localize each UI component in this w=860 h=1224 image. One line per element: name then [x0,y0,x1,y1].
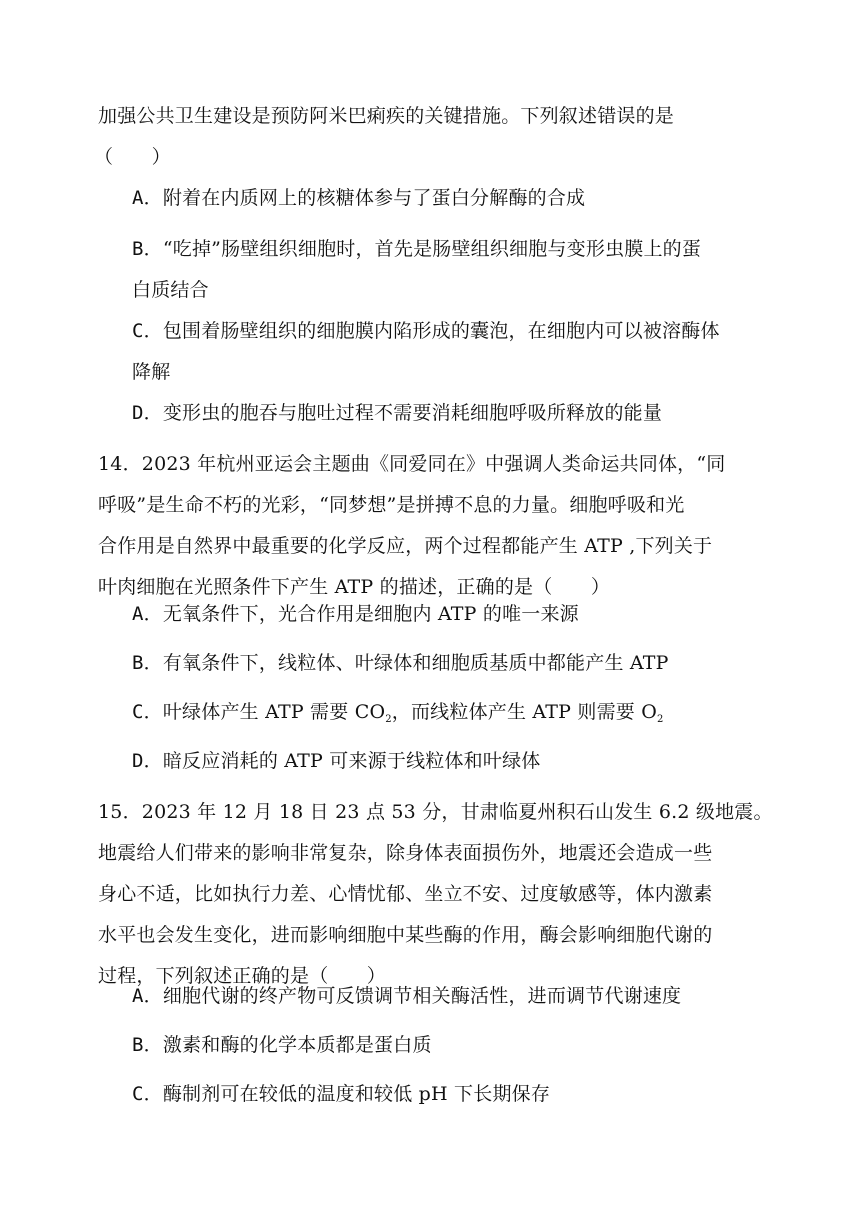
q14-option-b-text: 有氧条件下，线粒体、叶绿体和细胞质基质中都能产生 ATP [162,652,669,674]
q13-option-b-key: B． [132,238,163,260]
q14-option-c-key: C． [132,701,163,723]
q15-option-a [132,976,772,1017]
q13-option-b [132,229,772,311]
q14-option-c-text-part2: ，而线粒体产生 ATP 则需要 O [391,701,658,723]
q15-stem-line1: 15．2023 年 12 月 18 日 23 点 53 分，甘肃临夏州积石山发生 6.2 级地震。 [98,801,773,823]
q14-option-a-text: 无氧条件下，光合作用是细胞内 ATP 的唯一来源 [162,603,579,625]
q13-option-c-text-line1: 包围着肠壁组织的细胞膜内陷形成的囊泡，在细胞内可以被溶酶体 [162,320,720,342]
q13-option-a-text: 附着在内质网上的核糖体参与了蛋白分解酶的合成 [162,187,586,209]
q15-stem [98,792,773,997]
q15-option-a-key: A． [132,985,163,1007]
q14-option-c-subscript1: 2 [385,714,392,725]
q14-option-c-text-part1: 叶绿体产生 ATP 需要 CO [162,701,386,723]
q14-option-d-key: D． [132,750,163,772]
q13-option-b-text-line1: “吃掉”肠壁组织细胞时，首先是肠壁组织细胞与变形虫膜上的蛋 [162,238,702,260]
q13-option-d-key: D． [132,402,163,424]
q13-option-c-text-line2: 降解 [132,361,171,383]
q15-option-c-key: C． [132,1083,163,1105]
q14-option-a [132,594,772,635]
q14-option-a-key: A． [132,603,163,625]
q14-option-c-subscript2: 2 [657,714,664,725]
q13-stem [94,96,770,178]
q14-stem-line2: 呼吸”是生命不朽的光彩，“同梦想”是拼搏不息的力量。细胞呼吸和光 [98,494,685,516]
q14-option-b-key: B． [132,652,163,674]
q15-stem-line5: 过程，下列叙述正确的是（ ） [98,965,387,987]
q15-option-c-text: 酶制剂可在较低的温度和较低 pH 下长期保存 [162,1083,551,1105]
q14-option-b [132,643,772,684]
q14-stem-line4: 叶肉细胞在光照条件下产生 ATP 的描述，正确的是（ ） [98,576,611,598]
q15-option-b-text: 激素和酶的化学本质都是蛋白质 [162,1034,432,1056]
q13-option-d [132,393,772,434]
q14-option-d [132,741,772,782]
q15-option-b [132,1025,772,1066]
q15-stem-line4: 水平也会发生变化，进而影响细胞中某些酶的作用，酶会影响细胞代谢的 [98,924,713,946]
q13-option-c [132,311,772,393]
q14-stem [98,444,770,608]
q14-stem-line1: 14．2023 年杭州亚运会主题曲《同爱同在》中强调人类命运共同体，“同 [98,453,726,475]
q15-option-a-text: 细胞代谢的终产物可反馈调节相关酶活性，进而调节代谢速度 [162,985,682,1007]
q14-option-d-text: 暗反应消耗的 ATP 可来源于线粒体和叶绿体 [162,750,541,772]
q15-stem-line2: 地震给人们带来的影响非常复杂，除身体表面损伤外，地震还会造成一些 [98,842,713,864]
q13-option-b-text-line2: 白质结合 [132,279,209,301]
q13-option-a-key: A． [132,187,163,209]
q13-option-a [132,178,772,219]
q13-option-d-text: 变形虫的胞吞与胞吐过程不需要消耗细胞呼吸所释放的能量 [162,402,663,424]
q14-stem-line3: 合作用是自然界中最重要的化学反应，两个过程都能产生 ATP ,下列关于 [98,535,713,557]
q13-option-c-key: C． [132,320,163,342]
q15-option-b-key: B． [132,1034,163,1056]
q13-stem-line2: （ ） [94,146,171,168]
q13-stem-line1: 加强公共卫生建设是预防阿米巴痢疾的关键措施。下列叙述错误的是 [98,105,675,127]
q15-stem-line3: 身心不适，比如执行力差、心情忧郁、坐立不安、过度敏感等，体内激素 [98,883,713,905]
q15-option-c [132,1074,772,1115]
q14-option-c [132,692,772,740]
